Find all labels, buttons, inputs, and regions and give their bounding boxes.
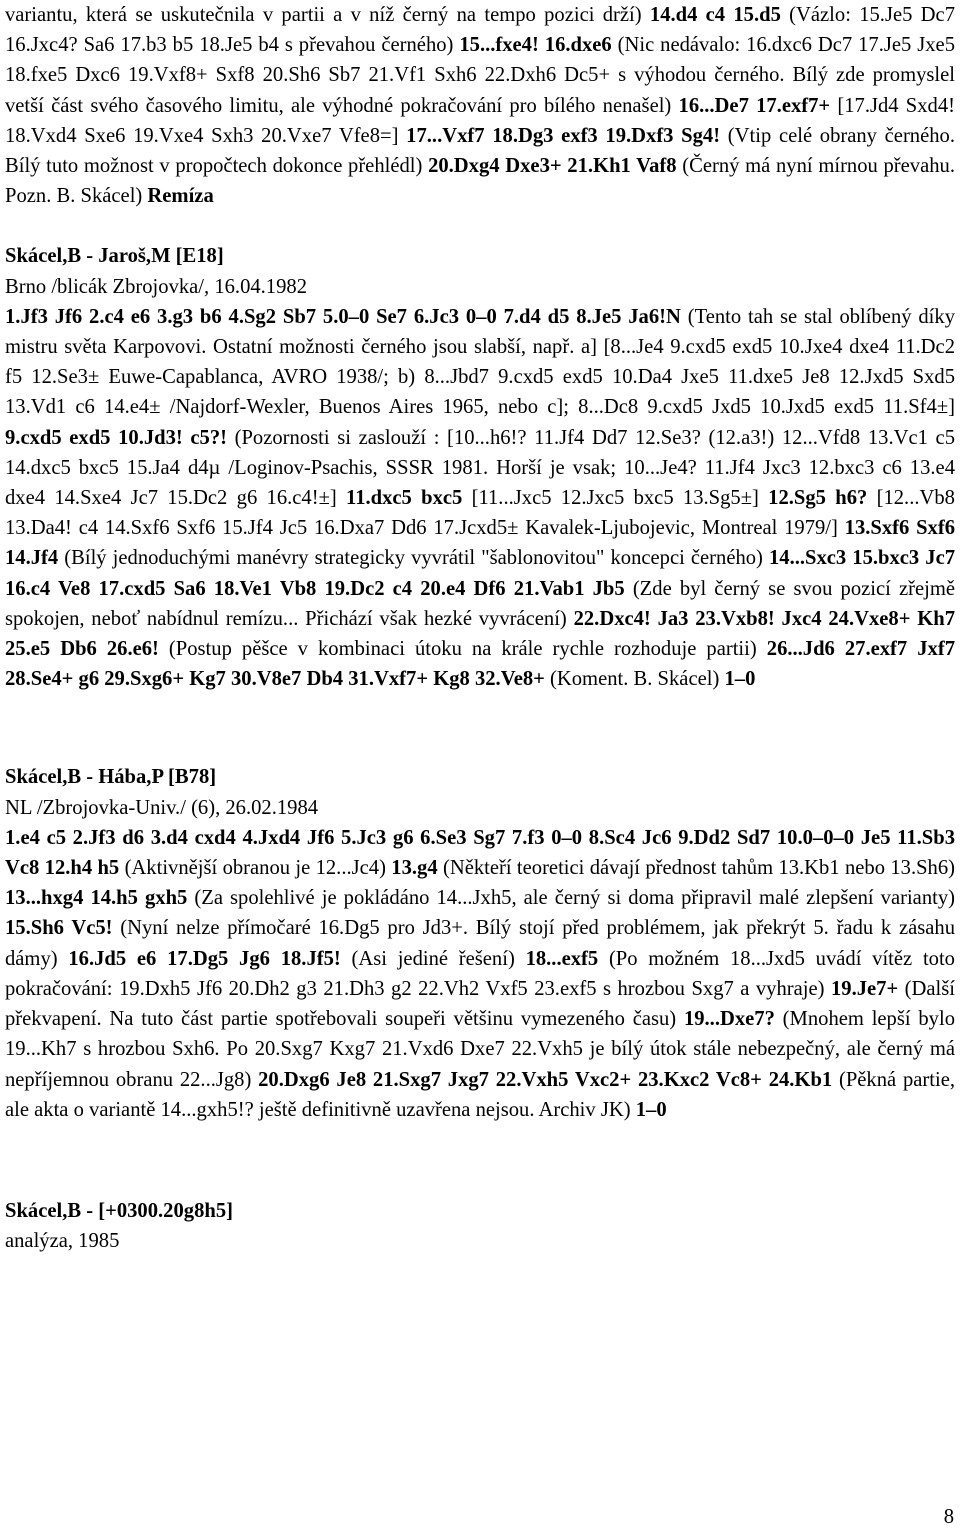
commentary-text: [11...Jxc5 12.Jxc5 bxc5 13.Sg5±]	[462, 487, 769, 510]
spacer	[5, 1125, 955, 1196]
move-text: 22.Dxc4! Ja3 23.Vxb8! Jxc4 24.Vxe8+ Kh7 25.e5 Db6 26.e6!	[5, 607, 955, 661]
move-text: 1.Jf3 Jf6 2.c4 e6 3.g3 b6 4.Sg2 Sb7 5.0–0 Se7 6.Jc3 0–0 7.d4 d5 8.Je5 Ja6!N	[5, 305, 681, 328]
commentary-text: (Za spolehlivé je pokládáno 14...Jxh5, ale černý si doma připravil malé zlepšení varianty)	[187, 887, 955, 910]
move-text: 15...fxe4! 16.dxe6	[459, 34, 612, 57]
game-title: Skácel,B - Jaroš,M [E18]	[5, 245, 224, 268]
move-text: 13.Sxf6 Sxf6 14.Jf4	[5, 517, 956, 570]
move-text: 20.Dxg4 Dxe3+ 21.Kh1 Vaf8	[428, 155, 677, 178]
game-info: Brno /blicák Zbrojovka/, 16.04.1982	[5, 275, 307, 298]
move-text: 18...exf5	[525, 947, 599, 970]
commentary-text: (Mnohem lepší bylo 19...Kh7 s hrozbou Sxh6. Po 20.Sxg7 Kxg7 21.Vxd6 Dxe7 22.Vxh5 je bílý útok stále nebezpečný, ale černý má nepříjemnou obranu 22...Jg8)	[5, 1008, 955, 1091]
commentary-text: (Vázlo: 15.Je5 Dc7 16.Jxc4? Sa6 17.b3 b5 18.Je5 b4 s převahou černého)	[5, 4, 955, 57]
game-info: analýza, 1985	[5, 1230, 120, 1253]
game-moves	[5, 302, 955, 695]
commentary-text: [12...Vb8 13.Da4! c4 14.Sxf6 Sxf6 15.Jf4 Jc5 16.Dxa7 Dd6 17.Jcxd5± Kavalek-Ljubojevic, Montreal 1979/]	[5, 487, 955, 540]
commentary-text: (Černý má nyní mírnou převahu. Pozn. B. Skácel)	[5, 155, 955, 208]
commentary-text: (Nyní nelze přímočaré 16.Dg5 pro Jd3+. Bílý stojí před problémem, jak překrýt 5. řadu k zásahu dámy)	[5, 917, 955, 970]
commentary-text: (Po možném 18...Jxd5 uvádí vítěz toto pokračování: 19.Dxh5 Jf6 20.Dh2 g3 21.Dh3 g2 22.Vh2 Vxf5 23.exf5 s hrozbou Sxg7 a vyhraje)	[5, 947, 955, 1000]
move-text: 1–0	[635, 1098, 667, 1121]
commentary-text: (Tento tah se stal oblíbený díky mistru světa Karpovovi. Ostatní možnosti černého jsou slabší, např. a] [8...Je4 9.cxd5 exd5 10.Jxe4 dxe4 11.Dc2 f5 12.Se3± Euwe-Capablanca, AVRO 1938/; b) 8...Jbd7 9.cxd5 exd5 10.Da4 Jxe5 11.dxe5 Je8 12.Jxd5 Sxd5 13.Vd1 c6 14.e4± /Najdorf-Wexler, Buenos Aires 1965, nebo c]; 8...Dc8 9.cxd5 Jxd5 10.Jxd5 exd5 11.Sf4±]	[5, 305, 955, 419]
commentary-text: variantu, která se uskutečnila v partii a v níž černý na tempo pozici drží)	[5, 4, 650, 26]
move-text: 14...Sxc3 15.bxc3 Jc7 16.c4 Ve8 17.cxd5 Sa6 18.Ve1 Vb8 19.Dc2 c4 20.e4 Df6 21.Vab1 Jb5	[5, 547, 956, 600]
commentary-text: (Bílý jednoduchými manévry strategicky vyvrátil "šablonovitou" koncepci černého)	[58, 547, 769, 570]
move-text: 1–0	[724, 668, 756, 691]
move-text: 16...De7 17.exf7+	[678, 94, 831, 117]
document-page	[5, 0, 955, 1256]
move-text: 20.Dxg6 Je8 21.Sxg7 Jxg7 22.Vxh5 Vxc2+ 23.Kxc2 Vc8+ 24.Kb1	[258, 1068, 833, 1091]
commentary-text: (Pozornosti si zaslouží : [10...h6!? 11.Jf4 Dd7 12.Se3? (12.a3!) 12...Vfd8 13.Vc1 c5 14.dxc5 bxc5 15.Ja4 d4µ /Loginov-Psachis, SSSR 1981. Horší je vsak; 10...Je4? 11.Jf4 Jxc3 12.bxc3 c6 13.e4 dxe4 14.Sxe4 Jc7 15.Dc2 g6 16.c4!±]	[5, 426, 955, 510]
page-number: 8	[943, 1506, 954, 1528]
move-text: 11.dxc5 bxc5	[346, 487, 463, 510]
commentary-text: (Koment. B. Skácel)	[544, 668, 725, 691]
move-text: 19.Je7+	[830, 977, 899, 1000]
game-moves	[5, 823, 955, 1125]
move-text: Remíza	[147, 185, 214, 208]
move-text: 9.cxd5 exd5 10.Jd3! c5?!	[5, 426, 227, 449]
move-text: 16.Jd5 e6 17.Dg5 Jg6 18.Jf5!	[68, 947, 341, 970]
commentary-text: (Asi jediné řešení)	[340, 947, 526, 970]
annotation-paragraph	[5, 0, 955, 211]
commentary-text: (Pěkná partie, ale akta o variantě 14...gxh5!? ještě definitivně uzavřena nejsou. Archiv JK)	[5, 1068, 955, 1121]
move-text: 12.Sg5 h6?	[768, 487, 868, 510]
move-text: 17...Vxf7 18.Dg3 exf3 19.Dxf3 Sg4!	[406, 124, 721, 147]
spacer	[5, 211, 955, 241]
commentary-text: (Nic nedávalo: 16.dxc6 Dc7 17.Je5 Jxe5 18.fxe5 Dxc6 19.Vxf8+ Sxf8 20.Sh6 Sb7 21.Vf1 Sxh6 22.Dxh6 Dc5+ s výhodou černého. Bílý zde promyslel vetší část svého časového limitu, ale výhodné pokračování pro bílého nenašel)	[5, 34, 955, 117]
move-text: 15.Sh6 Vc5!	[5, 917, 113, 940]
game-info: NL /Zbrojovka-Univ./ (6), 26.02.1984	[5, 796, 319, 819]
move-text: 13...hxg4 14.h5 gxh5	[5, 887, 188, 910]
commentary-text: [17.Jd4 Sxd4! 18.Vxd4 Sxe6 19.Vxe4 Sxh3 20.Vxe7 Vfe8=]	[5, 94, 955, 147]
commentary-text: (Zde byl černý se svou pozicí zřejmě spokojen, neboť nabídnul remízu... Přichází však hezké vyvrácení)	[5, 577, 955, 630]
move-text: 1.e4 c5 2.Jf3 d6 3.d4 cxd4 4.Jxd4 Jf6 5.Jc3 g6 6.Se3 Sg7 7.f3 0–0 8.Sc4 Jc6 9.Dd2 Sd7 10.0–0–0 Je5 11.Sb3 Vc8 12.h4 h5	[5, 826, 955, 880]
game-title: Skácel,B - Hába,P [B78]	[5, 766, 217, 789]
commentary-text: (Postup pěšce v kombinaci útoku na krále rychle rozhoduje partii)	[158, 638, 767, 661]
move-text: 14.d4 c4 15.d5	[649, 4, 781, 26]
commentary-text: (Někteří teoretici dávají přednost tahům 13.Kb1 nebo 13.Sh6)	[437, 857, 955, 880]
commentary-text: (Vtip celé obrany černého. Bílý tuto možnost v propočtech dokonce přehlédl)	[5, 124, 955, 178]
spacer	[5, 694, 955, 762]
game-title: Skácel,B - [+0300.20g8h5]	[5, 1199, 233, 1222]
move-text: 19...Dxe7?	[683, 1008, 775, 1031]
move-text: 13.g4	[391, 857, 438, 880]
commentary-text: (Aktivnější obranou je 12...Jc4)	[119, 857, 392, 880]
commentary-text: (Další překvapení. Na tuto část partie spotřebovali soupeři většinu vymezeného času)	[5, 977, 956, 1031]
move-text: 26...Jd6 27.exf7 Jxf7 28.Se4+ g6 29.Sxg6+ Kg7 30.V8e7 Db4 31.Vxf7+ Kg8 32.Ve8+	[5, 638, 955, 691]
